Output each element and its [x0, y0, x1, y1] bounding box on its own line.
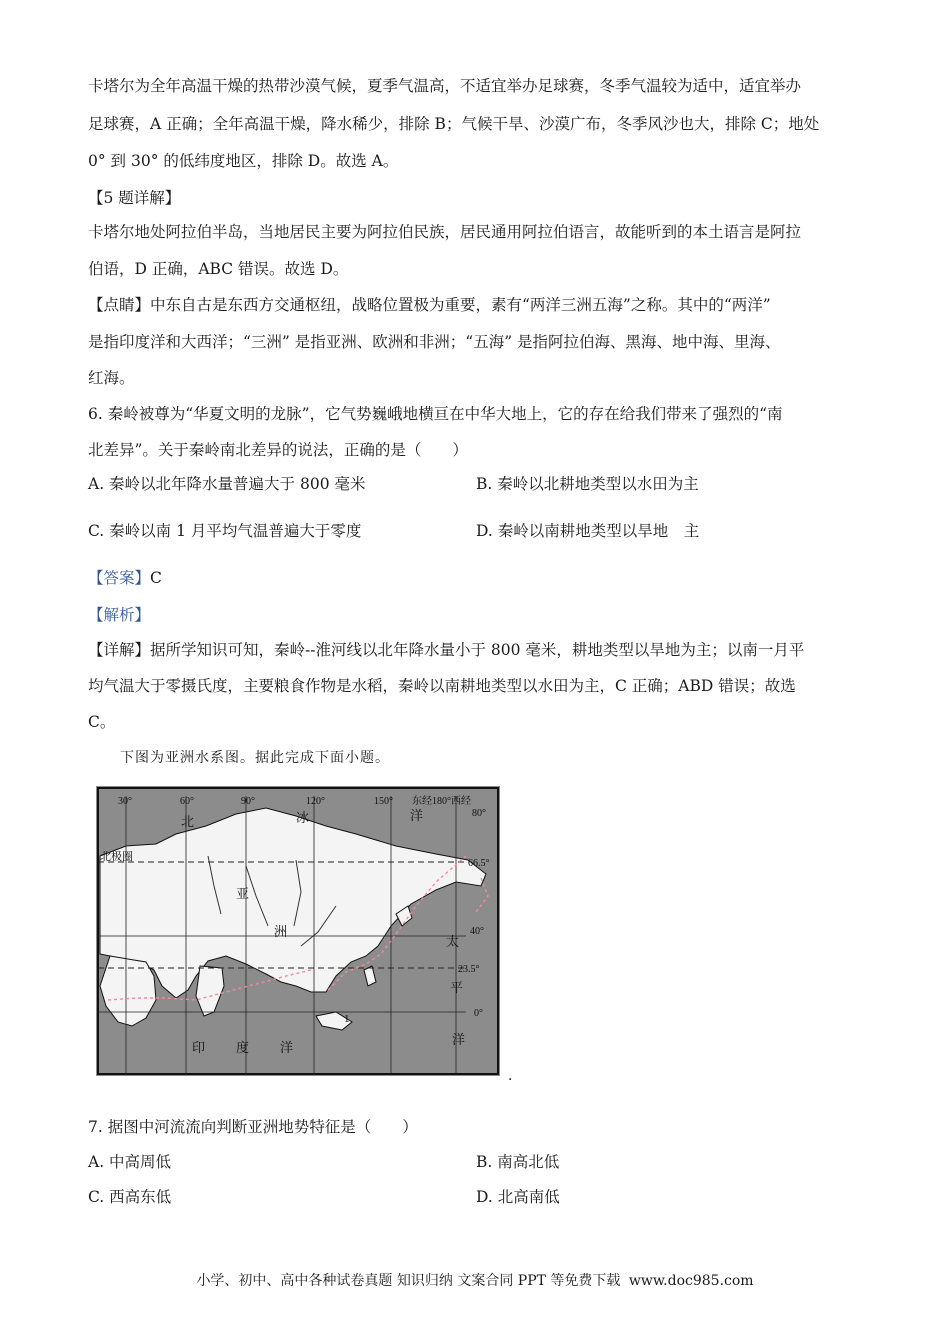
- indian-ocean-label: 洋: [280, 1041, 294, 1056]
- text-line: 卡塔尔为全年高温干燥的热带沙漠气候，夏季气温高，不适宜举办足球赛，冬季气温较为适中，适宜举办: [88, 77, 802, 95]
- lon-label: 30°: [118, 796, 132, 807]
- arctic-ocean-label: 冰: [296, 811, 310, 826]
- lat-label: 0°: [474, 1008, 483, 1019]
- arctic-circle-label: 北极圈: [100, 850, 133, 863]
- footer-link[interactable]: www.doc985.com: [628, 1273, 754, 1289]
- text-line: 足球赛，A 正确；全年高温干燥，降水稀少，排除 B；气候干旱、沙漠广布，冬季风沙也大，排除 C；地处: [88, 115, 820, 133]
- lon-east-west-label: 东经180°西经: [412, 796, 471, 807]
- q6-option-c: C. 秦岭以南 1 月平均气温普遍大于零度: [88, 522, 362, 540]
- detail-line: C。: [88, 713, 116, 731]
- question-6-stem: 北差异”。关于秦岭南北差异的说法，正确的是（ ）: [88, 441, 468, 459]
- lon-label: 60°: [180, 796, 194, 807]
- lon-label: 90°: [241, 796, 255, 807]
- answer-row: [88, 568, 162, 588]
- detail-line: 【详解】据所学知识可知，秦岭--淮河线以北年降水量小于 800 毫米，耕地类型以旱地为主；以南一月平: [88, 641, 805, 659]
- pacific-label: 洋: [452, 1033, 466, 1048]
- text-line: 【点睛】中东自古是东西方交通枢纽，战略位置极为重要，素有“两洋三洲五海”之称。其中的“两洋”: [88, 296, 771, 314]
- text-line: 红海。: [88, 369, 135, 387]
- pacific-label: 太: [446, 935, 460, 950]
- text-line: 卡塔尔地处阿拉伯半岛，当地居民主要为阿拉伯民族，居民通用阿拉伯语言，故能听到的本土语言是阿拉: [88, 223, 802, 241]
- q6-option-d: D. 秦岭以南耕地类型以旱地 主: [476, 522, 700, 540]
- q7-option-a: A. 中高周低: [88, 1153, 172, 1171]
- analysis-label: 【解析】: [88, 606, 151, 624]
- q7-option-b: B. 南高北低: [476, 1153, 560, 1171]
- page-footer: [0, 1270, 950, 1290]
- text-line: 0° 到 30° 的低纬度地区，排除 D。故选 A。: [88, 152, 399, 170]
- text-line: 伯语，D 正确，ABC 错误。故选 D。: [88, 260, 349, 278]
- answer-value: C: [150, 569, 162, 587]
- pacific-label: 平: [450, 981, 464, 996]
- map-caption: 下图为亚洲水系图。据此完成下面小题。: [120, 750, 390, 766]
- answer-label: 【答案】: [88, 569, 151, 587]
- lon-label: 150°: [374, 796, 393, 807]
- q6-option-b: B. 秦岭以北耕地类型以水田为主: [476, 475, 699, 493]
- indian-ocean-label: 度: [236, 1041, 250, 1056]
- text-line: 是指印度洋和大西洋；“三洲” 是指亚洲、欧洲和非洲；“五海” 是指阿拉伯海、黑海、地中海、里海、: [88, 333, 781, 351]
- q6-option-a: A. 秦岭以北年降水量普遍大于 800 毫米: [88, 475, 366, 493]
- lat-label: 80°: [472, 808, 486, 819]
- lat-label: 23.5°: [458, 964, 480, 975]
- asia-label: 亚: [236, 887, 250, 902]
- section-heading: 【5 题详解】: [88, 189, 181, 207]
- detail-line: 均气温大于零摄氏度，主要粮食作物是水稻，秦岭以南耕地类型以水田为主，C 正确；ABD 错误；故选: [88, 677, 796, 695]
- footer-text: 小学、初中、高中各种试卷真题 知识归纳 文案合同 PPT 等免费下载: [196, 1273, 621, 1289]
- lat-label: 40°: [470, 926, 484, 937]
- q7-option-d: D. 北高南低: [476, 1188, 560, 1206]
- arctic-ocean-label: 北: [181, 815, 195, 830]
- asia-water-system-map: [96, 786, 500, 1076]
- asia-label: 洲: [274, 925, 288, 940]
- trailing-dot: .: [508, 1068, 513, 1084]
- arctic-ocean-label: 洋: [410, 809, 424, 824]
- indian-ocean-label: 印: [192, 1041, 206, 1056]
- question-6-stem: 6. 秦岭被尊为“华夏文明的龙脉”，它气势巍峨地横亘在中华大地上，它的存在给我们带来了强烈的“南: [88, 405, 783, 423]
- question-7-stem: 7. 据图中河流流向判断亚洲地势特征是（ ）: [88, 1118, 418, 1136]
- q7-option-c: C. 西高东低: [88, 1188, 172, 1206]
- lat-label: 66.5°: [468, 858, 490, 869]
- lon-label: 120°: [306, 796, 325, 807]
- map-marker-label: 1: [344, 1013, 350, 1025]
